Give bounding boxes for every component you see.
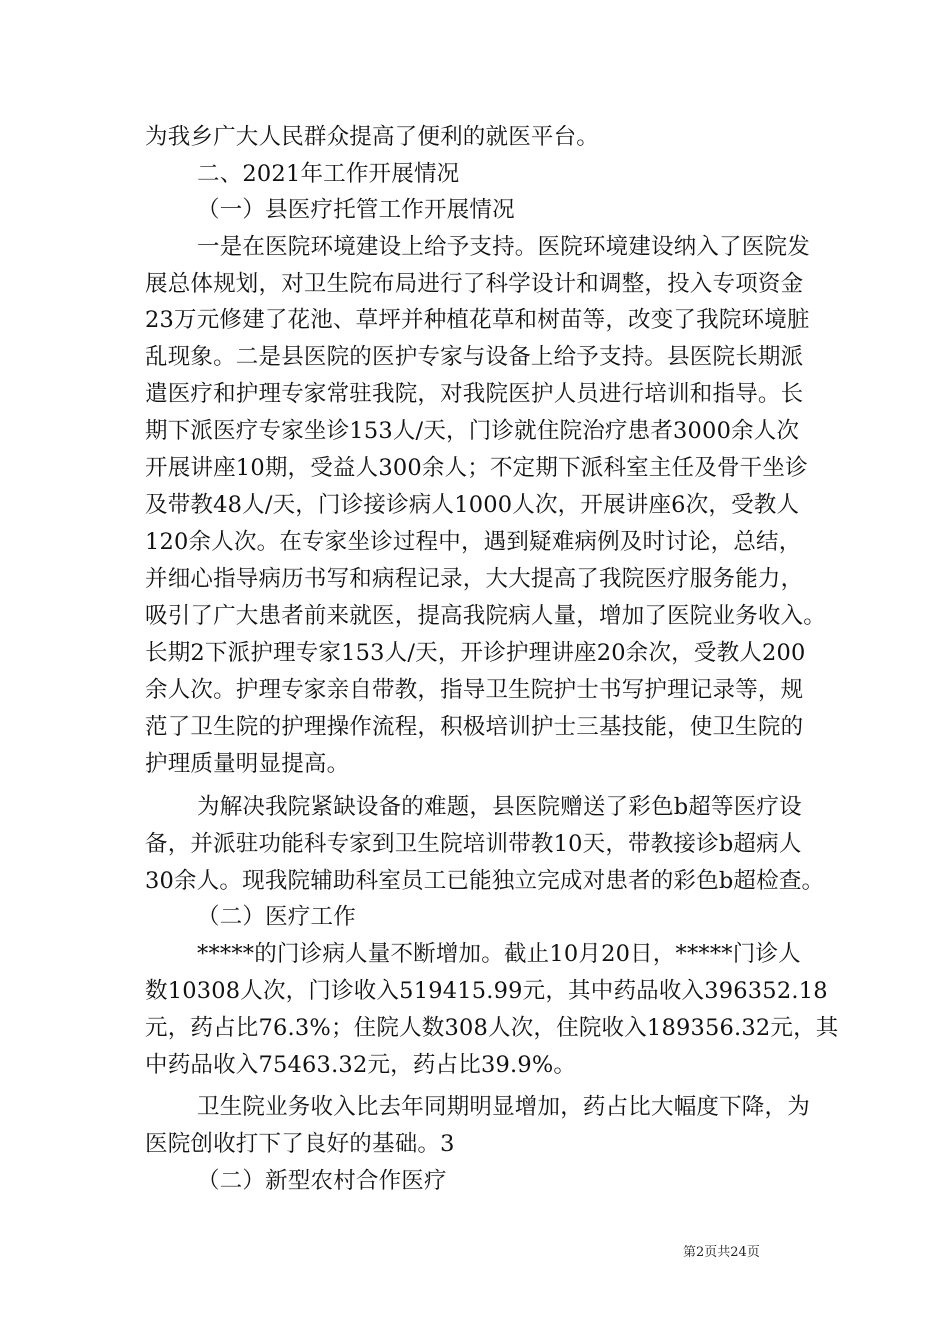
text-line-15: 长期2下派护理专家153人/天，开诊护理讲座20余次，受教人200 [145,640,806,666]
text-line-13: 并细心指导病历书写和病程记录，大大提高了我院医疗服务能力， [145,566,804,592]
text-line-26: 中药品收入75463.32元，药占比39.9%。 [145,1052,577,1078]
text-line-8: 遣医疗和护理专家常驻我院，对我院医护人员进行培训和指导。长 [145,381,804,407]
text-line-5: 展总体规划，对卫生院布局进行了科学设计和调整，投入专项资金 [145,271,804,297]
subsection-heading-county-hosting: （一）县医疗托管工作开展情况 [197,197,515,223]
text-line-4: 一是在医院环境建设上给予支持。医院环境建设纳入了医院发 [197,234,810,260]
text-line-17: 范了卫生院的护理操作流程，积极培训护士三基技能，使卫生院的 [145,714,804,740]
subsection-heading-rural-cooperative: （二）新型农村合作医疗 [197,1168,447,1194]
page-number-footer: 第2页共24页 [683,1245,760,1260]
text-line-19: 为解决我院紧缺设备的难题，县医院赠送了彩色b超等医疗设 [197,794,802,820]
text-line-7: 乱现象。二是县医院的医护专家与设备上给予支持。县医院长期派 [145,344,804,370]
text-line-25: 元，药占比76.3%；住院人数308人次，住院收入189356.32元，其 [145,1015,839,1041]
text-line-6: 23万元修建了花池、草坪并种植花草和树苗等，改变了我院环境脏 [145,307,810,333]
subsection-heading-medical-work: （二）医疗工作 [197,904,356,930]
text-line-27: 卫生院业务收入比去年同期明显增加，药占比大幅度下降，为 [197,1094,810,1120]
text-line-14: 吸引了广大患者前来就医，提高我院病人量，增加了医院业务收入。 [145,603,827,629]
section-heading-2021-work: 二、2021年工作开展情况 [197,161,460,187]
text-line-10: 开展讲座10期，受益人300余人；不定期下派科室主任及骨干坐诊 [145,455,808,481]
text-line-11: 及带教48人/天，门诊接诊病人1000人次，开展讲座6次，受教人 [145,492,800,518]
text-line-1: 为我乡广大人民群众提高了便利的就医平台。 [145,124,600,150]
text-line-28: 医院创收打下了良好的基础。3 [145,1131,455,1157]
text-line-23: *****的门诊病人量不断增加。截止10月20日，*****门诊人 [197,941,801,967]
text-line-20: 备，并派驻功能科专家到卫生院培训带教10天，带教接诊b超病人 [145,831,802,857]
text-line-16: 余人次。护理专家亲自带教，指导卫生院护士书写护理记录等，规 [145,677,804,703]
text-line-18: 护理质量明显提高。 [145,751,350,777]
text-line-9: 期下派医疗专家坐诊153人/天，门诊就住院治疗患者3000余人次 [145,418,800,444]
text-line-24: 数10308人次，门诊收入519415.99元，其中药品收入396352.18 [145,978,828,1004]
text-line-21: 30余人。现我院辅助科室员工已能独立完成对患者的彩色b超检查。 [145,868,825,894]
text-line-12: 120余人次。在专家坐诊过程中，遇到疑难病例及时讨论，总结， [145,529,802,555]
